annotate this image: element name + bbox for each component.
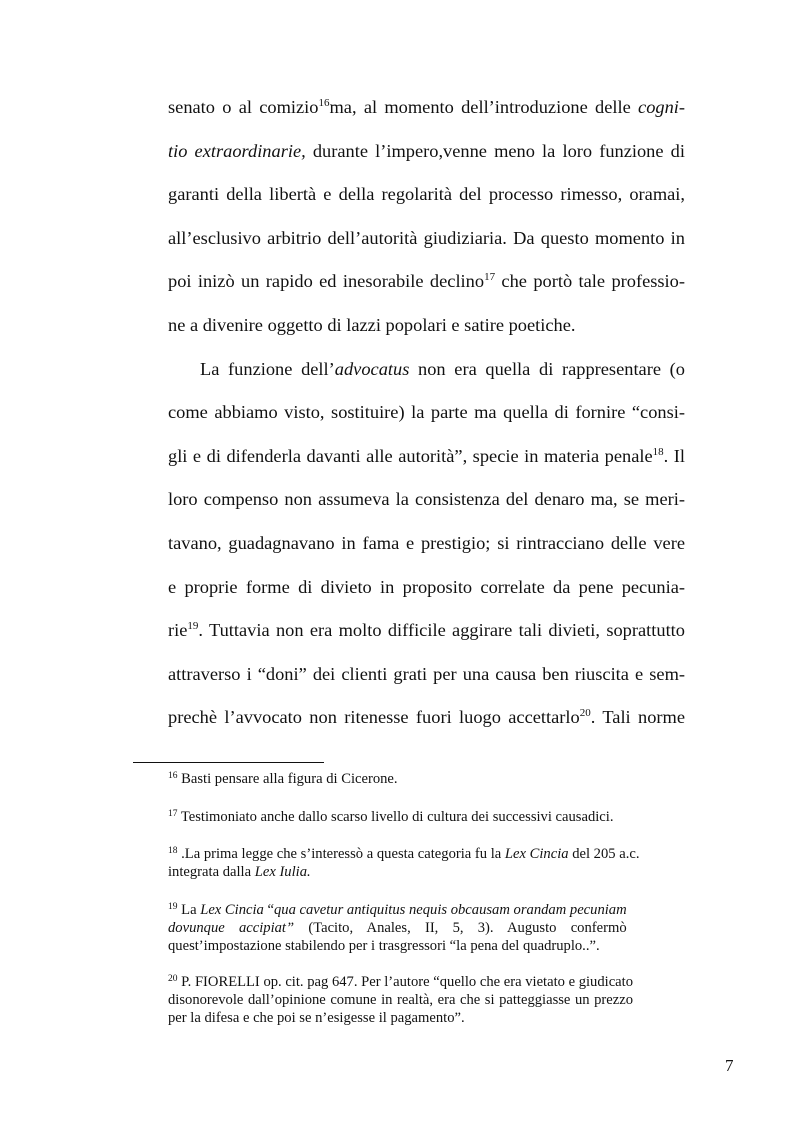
footnote-19 — [168, 901, 627, 955]
body-line-3: garanti della libertà e della regolarità del processo rimesso, oramai, — [168, 184, 685, 205]
footnote-20-line-2: disonorevole dall’opinione comune in realtà, era che si patteggiasse un prezzo — [168, 992, 634, 1008]
footnote-18-line-2: integrata dalla Lex Iulia. — [168, 864, 311, 880]
body-line-2: tio extraordinarie, durante l’impero,venne meno la loro funzione di — [168, 140, 685, 161]
body-line-10: loro compenso non assumeva la consistenza del denaro ma, se meri- — [168, 489, 685, 510]
footnote-18-line-1: $^{18}$ .La prima legge che s’interessò a questa categoria fu la Lex Cincia del 205 a.c. — [168, 846, 640, 862]
body-line-8: come abbiamo visto, sostituire) la parte ma quella di fornire “consi- — [168, 402, 685, 423]
footnote-20-line-1: $^{20}$ P. FIORELLI op. cit. pag 647. Per l’autore “quello che era vietato e giudicato — [168, 974, 634, 990]
footnote-separator — [133, 762, 324, 763]
body-line-11: tavano, guadagnavano in fama e prestigio; si rintracciano delle vere — [168, 532, 685, 553]
footnote-19-line-2: dovunque accipiat” (Tacito, Anales, II, 5, 3). Augusto confermò — [168, 920, 627, 936]
body-line-13: rie$^{19}$. Tuttavia non era molto difficile aggirare tali divieti, soprattutto — [168, 620, 685, 641]
body-line-7: La funzione dell’advocatus non era quella di rappresentare (o — [200, 358, 685, 379]
footnote-19-line-3: quest’impostazione stabilendo per i trasgressori “la pena del quadruplo..”. — [168, 938, 600, 954]
footnote-ref-20[interactable]: 20 — [579, 707, 591, 720]
body-line-6: ne a divenire oggetto di lazzi popolari e satire poetiche. — [168, 314, 576, 335]
footnote-18 — [168, 845, 639, 881]
footnote-16: $^{16}$ Basti pensare alla figura di Cicerone. — [168, 771, 398, 787]
footnote-ref-19[interactable]: 19 — [187, 620, 199, 633]
body-text — [168, 86, 685, 740]
page-number: 7 — [725, 1056, 734, 1075]
footnote-19-line-1: $^{19}$ La Lex Cincia “qua cavetur antiquitus nequis obcausam orandam pecuniam — [168, 902, 627, 918]
footnote-ref-16[interactable]: 16 — [318, 97, 330, 109]
body-line-1: senato o al comizio$^{16}$ma, al momento dell’introduzione delle cogni- — [168, 97, 686, 117]
body-line-14: attraverso i “doni” dei clienti grati per una causa ben riuscita e sem- — [168, 663, 685, 684]
footnote-ref-17[interactable]: 17 — [484, 271, 496, 284]
body-line-12: e proprie forme di divieto in proposito correlate da pene pecunia- — [168, 576, 685, 597]
footnote-20-line-3: per la difesa e che poi se n’esigesse il pagamento”. — [168, 1010, 465, 1026]
footnote-ref-18[interactable]: 18 — [652, 445, 664, 458]
footnote-17: $^{17}$ Testimoniato anche dallo scarso livello di cultura dei successivi causadici. — [168, 809, 614, 825]
body-line-15: prechè l’avvocato non ritenesse fuori luogo accettarlo$^{20}$. Tali norme — [168, 707, 685, 728]
body-line-4: all’esclusivo arbitrio dell’autorità giudiziaria. Da questo momento in — [168, 227, 685, 248]
body-line-9: gli e di difenderla davanti alle autorità”, specie in materia penale$^{18}$. Il — [168, 445, 685, 466]
footnote-20 — [168, 973, 633, 1027]
body-line-5: poi inizò un rapido ed inesorabile declino$^{17}$ che portò tale professio- — [168, 271, 685, 292]
